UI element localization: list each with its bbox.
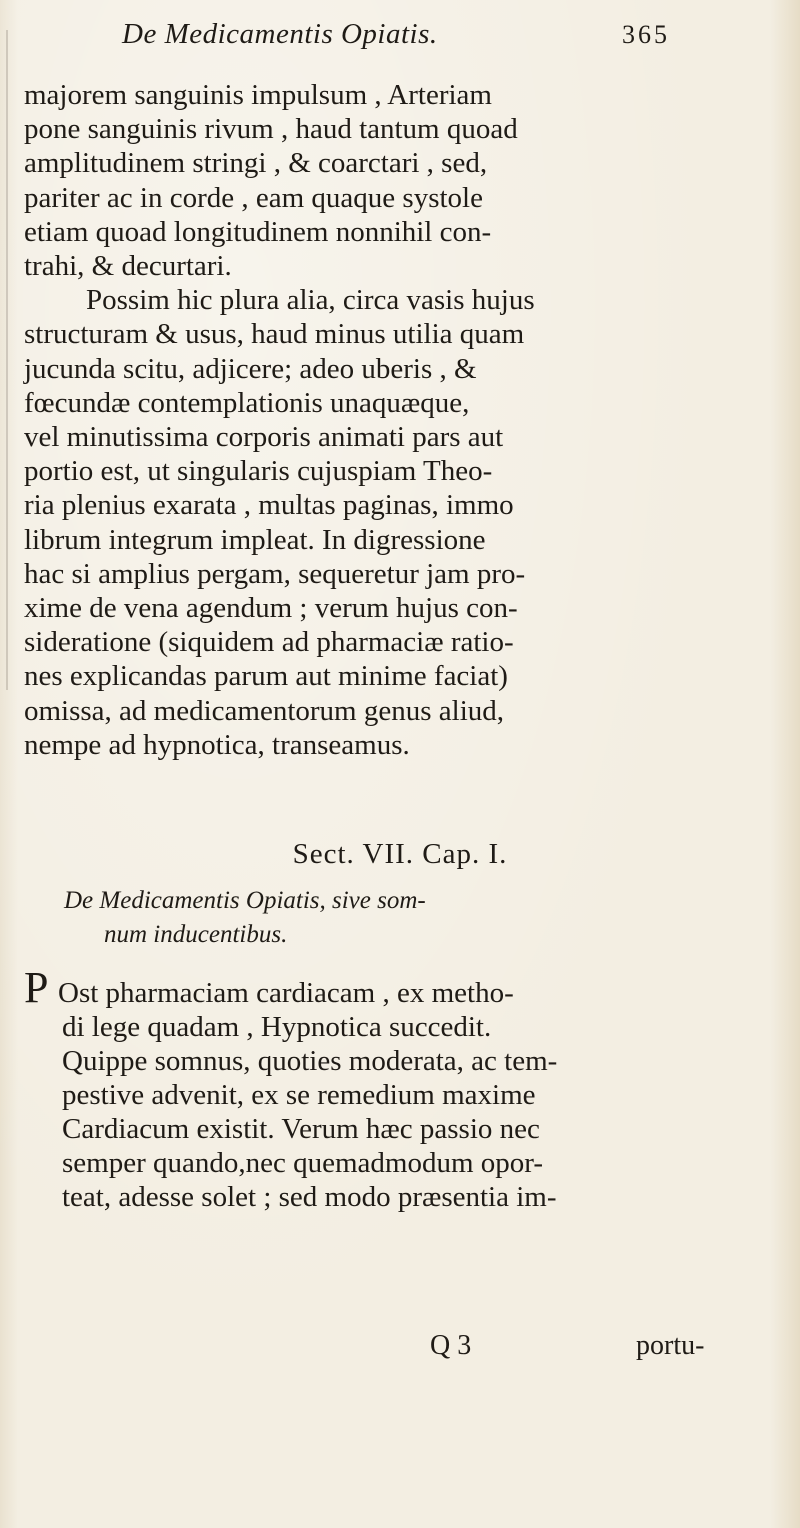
text-line: fœcundæ contemplationis unaquæque, xyxy=(24,386,470,419)
subtitle-line: De Medicamentis Opiatis, sive som- xyxy=(64,887,426,914)
text-line: pestive advenit, ex se remedium maxime xyxy=(62,1079,536,1111)
text-line: Ost pharmaciam cardiacam , ex metho- xyxy=(58,977,514,1009)
text-line: nempe ad hypnotica, transeamus. xyxy=(24,728,410,761)
text-line: hac si amplius pergam, sequeretur jam pro- xyxy=(24,557,526,590)
running-title: De Medicamentis Opiatis. xyxy=(122,18,438,50)
opening-text xyxy=(24,78,764,762)
text-line: structuram & usus, haud minus utilia quam xyxy=(24,318,525,351)
text-line: vel minutissima corporis animati pars aut xyxy=(24,421,504,454)
text-line: portio est, ut singularis cujuspiam Theo- xyxy=(24,455,493,488)
signature-mark: Q 3 xyxy=(430,1330,472,1361)
text-line: etiam quoad longitudinem nonnihil con- xyxy=(24,215,492,248)
page-footer xyxy=(0,1330,800,1366)
text-line: ria plenius exarata , multas paginas, immo xyxy=(24,489,514,522)
text-line: xime de vena agendum ; verum hujus con- xyxy=(24,592,518,625)
gutter-shadow xyxy=(6,30,8,690)
text-line: pariter ac in corde , eam quaque systole xyxy=(24,181,483,214)
text-line: Cardiacum existit. Verum hæc passio nec xyxy=(62,1113,540,1145)
chapter-text xyxy=(58,976,762,1214)
text-line: omissa, ad medicamentorum genus aliud, xyxy=(24,694,505,727)
catchword: portu- xyxy=(636,1330,705,1361)
text-line: jucunda scitu, adjicere; adeo uberis , & xyxy=(24,352,477,385)
page-header xyxy=(110,18,670,58)
text-line: trahi, & decurtari. xyxy=(24,250,232,283)
text-line: librum integrum impleat. In digressione xyxy=(24,523,486,556)
drop-cap: P xyxy=(24,963,49,1012)
text-line: sideratione (siquidem ad pharmaciæ ratio- xyxy=(24,626,514,659)
subtitle-line: num inducentibus. xyxy=(104,921,288,948)
text-line: nes explicandas parum aut minime faciat) xyxy=(24,660,508,693)
text-line: amplitudinem stringi , & coarctari , sed, xyxy=(24,147,488,180)
text-line: Possim hic plura alia, circa vasis hujus xyxy=(86,284,535,317)
text-line: pone sanguinis rivum , haud tantum quoad xyxy=(24,113,518,146)
chapter-subtitle xyxy=(64,884,754,952)
page-number: 365 xyxy=(622,20,670,49)
text-line: di lege quadam , Hypnotica succedit. xyxy=(62,1011,492,1043)
text-line: Quippe somnus, quoties moderata, ac tem- xyxy=(62,1045,558,1077)
text-line: semper quando,nec quemadmodum opor- xyxy=(62,1147,544,1179)
text-line: teat, adesse solet ; sed modo præsentia im- xyxy=(62,1181,557,1213)
text-line: majorem sanguinis impulsum , Arteriam xyxy=(24,79,492,111)
section-heading: Sect. VII. Cap. I. xyxy=(292,838,508,870)
